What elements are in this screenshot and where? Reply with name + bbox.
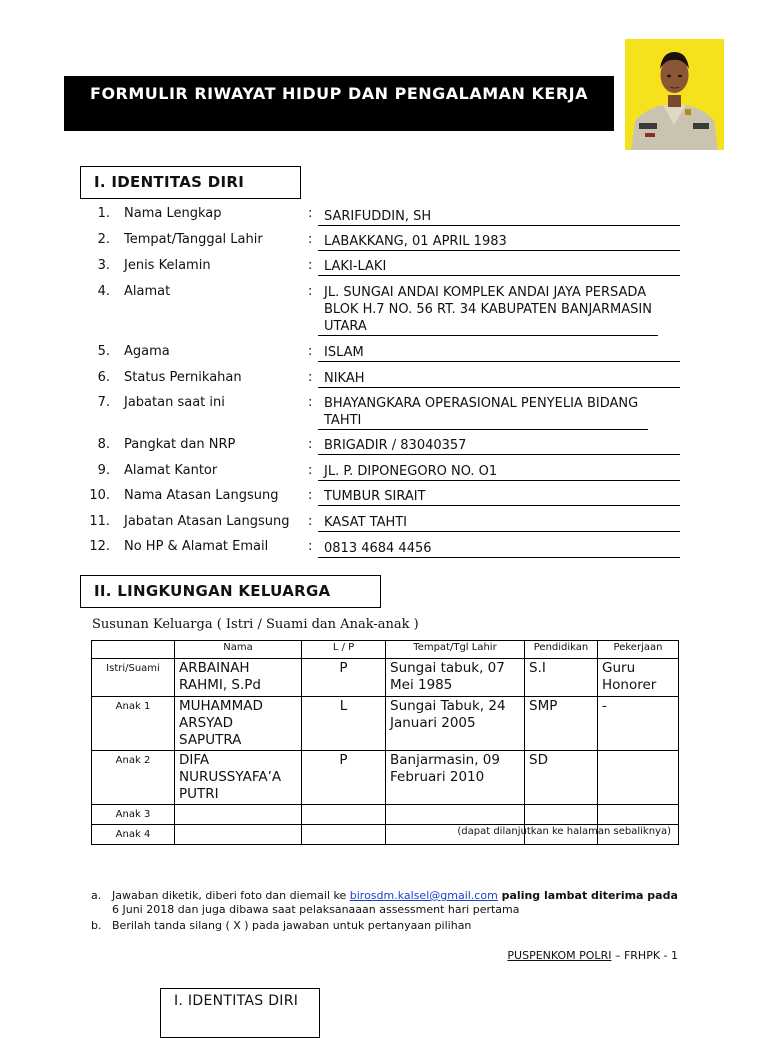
- header-cell-tempat-tgl-lahir: Tempat/Tgl Lahir: [386, 641, 525, 659]
- field-number: 8.: [97, 437, 110, 452]
- family-caption: Susunan Keluarga ( Istri / Suami dan Anak-anak ): [92, 617, 419, 632]
- field-colon: :: [308, 539, 313, 554]
- field-label: Alamat: [124, 284, 171, 299]
- field-value: BRIGADIR / 83040357: [318, 437, 680, 455]
- field-label: Status Pernikahan: [124, 370, 242, 385]
- cell-pekerjaan: [598, 805, 679, 825]
- email-link[interactable]: birosdm.kalsel@gmail.com: [349, 889, 498, 902]
- field-number: 1.: [97, 206, 110, 221]
- field-colon: :: [308, 370, 313, 385]
- cell-tempat-tgl-lahir: Sungai Tabuk, 24 Januari 2005: [386, 697, 525, 751]
- cell-nama: ARBAINAH RAHMI, S.Pd: [175, 659, 302, 697]
- cell-tempat-tgl-lahir: [386, 805, 525, 825]
- section-identitas-diri-title: I. IDENTITAS DIRI: [94, 173, 245, 191]
- cell-pendidikan: SMP: [525, 697, 598, 751]
- field-value: JL. SUNGAI ANDAI KOMPLEK ANDAI JAYA PERSADA BLOK H.7 NO. 56 RT. 34 KABUPATEN BANJARMASIN UTARA: [318, 284, 658, 336]
- header-cell-pendidikan: Pendidikan: [525, 641, 598, 659]
- field-number: 3.: [97, 258, 110, 273]
- cell-pekerjaan: Guru Honorer: [598, 659, 679, 697]
- field-value: LABAKKANG, 01 APRIL 1983: [318, 233, 680, 251]
- field-value: BHAYANGKARA OPERASIONAL PENYELIA BIDANG TAHTI: [318, 395, 648, 430]
- cell-nama: MUHAMMAD ARSYAD SAPUTRA: [175, 697, 302, 751]
- header-cell-lp: L / P: [302, 641, 386, 659]
- field-label: No HP & Alamat Email: [124, 539, 269, 554]
- cell-pendidikan: S.I: [525, 659, 598, 697]
- field-number: 11.: [89, 514, 110, 529]
- row-label: Anak 1: [92, 697, 175, 751]
- cell-pendidikan: [525, 805, 598, 825]
- field-number: 2.: [97, 232, 110, 247]
- row-label: Anak 2: [92, 751, 175, 805]
- applicant-photo-image: [625, 39, 724, 150]
- row-label: Istri/Suami: [92, 659, 175, 697]
- table-row: [92, 751, 679, 805]
- cell-pekerjaan: -: [598, 697, 679, 751]
- cell-lp: L: [302, 697, 386, 751]
- row-label: Anak 3: [92, 805, 175, 825]
- cell-nama: DIFA NURUSSYAFA’A PUTRI: [175, 751, 302, 805]
- cell-lp: P: [302, 659, 386, 697]
- table-row: [92, 805, 679, 825]
- field-value: SARIFUDDIN, SH: [318, 208, 680, 226]
- family-table: [91, 640, 679, 845]
- field-value: KASAT TAHTI: [318, 514, 680, 532]
- cell-tempat-tgl-lahir: Sungai tabuk, 07 Mei 1985: [386, 659, 525, 697]
- field-number: 10.: [89, 488, 110, 503]
- field-label: Pangkat dan NRP: [124, 437, 236, 452]
- field-value: TUMBUR SIRAIT: [318, 488, 680, 506]
- instruction-b-key: b.: [91, 919, 102, 932]
- field-number: 9.: [97, 463, 110, 478]
- cell-pendidikan: SD: [525, 751, 598, 805]
- instruction-a-pre: Jawaban diketik, diberi foto dan diemail ke: [112, 889, 350, 902]
- field-value: LAKI-LAKI: [318, 258, 680, 276]
- footer-code: – FRHPK - 1: [611, 949, 678, 962]
- form-title-banner: [64, 76, 614, 131]
- cell-lp: [302, 805, 386, 825]
- field-number: 7.: [97, 395, 110, 410]
- form-title: FORMULIR RIWAYAT HIDUP DAN PENGALAMAN KERJA: [90, 84, 588, 103]
- field-number: 12.: [89, 539, 110, 554]
- instruction-a-key: a.: [91, 889, 102, 902]
- page-footer: [0, 949, 678, 962]
- table-row: [92, 697, 679, 751]
- cell-nama: [175, 805, 302, 825]
- next-page-section-box: [160, 988, 320, 1038]
- instruction-a-text: [112, 889, 682, 917]
- field-value: 0813 4684 4456: [318, 540, 680, 558]
- header-cell-role: [92, 641, 175, 659]
- row-label: Anak 4: [92, 825, 175, 845]
- field-value: JL. P. DIPONEGORO NO. O1: [318, 463, 680, 481]
- field-colon: :: [308, 514, 313, 529]
- field-label: Jabatan Atasan Langsung: [124, 514, 290, 529]
- next-page-section-title: I. IDENTITAS DIRI: [174, 993, 299, 1009]
- field-label: Agama: [124, 344, 170, 359]
- field-colon: :: [308, 284, 313, 299]
- instruction-a-post: 6 Juni 2018 dan juga dibawa saat pelaksanaaan assessment hari pertama: [112, 903, 520, 916]
- instruction-b-text: Berilah tanda silang ( X ) pada jawaban untuk pertanyaan pilihan: [112, 919, 472, 932]
- field-colon: :: [308, 344, 313, 359]
- field-number: 5.: [97, 344, 110, 359]
- applicant-photo: [625, 39, 724, 150]
- field-value: NIKAH: [318, 370, 680, 388]
- section-identitas-diri: [80, 166, 301, 199]
- field-label: Nama Lengkap: [124, 206, 222, 221]
- field-colon: :: [308, 463, 313, 478]
- family-table-header: [92, 641, 679, 659]
- field-colon: :: [308, 488, 313, 503]
- field-colon: :: [308, 232, 313, 247]
- section-lingkungan-keluarga-title: II. LINGKUNGAN KELUARGA: [94, 582, 331, 600]
- continued-note: (dapat dilanjutkan ke halaman sebaliknya): [457, 826, 671, 837]
- section-lingkungan-keluarga: [80, 575, 381, 608]
- field-label: Tempat/Tanggal Lahir: [124, 232, 263, 247]
- table-row: [92, 659, 679, 697]
- field-number: 4.: [97, 284, 110, 299]
- field-number: 6.: [97, 370, 110, 385]
- header-cell-pekerjaan: Pekerjaan: [598, 641, 679, 659]
- header-cell-nama: Nama: [175, 641, 302, 659]
- field-colon: :: [308, 395, 313, 410]
- field-colon: :: [308, 258, 313, 273]
- footer-org: PUSPENKOM POLRI: [507, 949, 612, 962]
- cell-pekerjaan: [598, 751, 679, 805]
- field-label: Jabatan saat ini: [124, 395, 225, 410]
- instruction-a-deadline: paling lambat diterima pada: [497, 889, 678, 902]
- field-label: Jenis Kelamin: [124, 258, 211, 273]
- field-label: Nama Atasan Langsung: [124, 488, 279, 503]
- field-colon: :: [308, 437, 313, 452]
- field-label: Alamat Kantor: [124, 463, 218, 478]
- field-colon: :: [308, 206, 313, 221]
- field-value: ISLAM: [318, 344, 680, 362]
- cell-tempat-tgl-lahir: Banjarmasin, 09 Februari 2010: [386, 751, 525, 805]
- cell-lp: P: [302, 751, 386, 805]
